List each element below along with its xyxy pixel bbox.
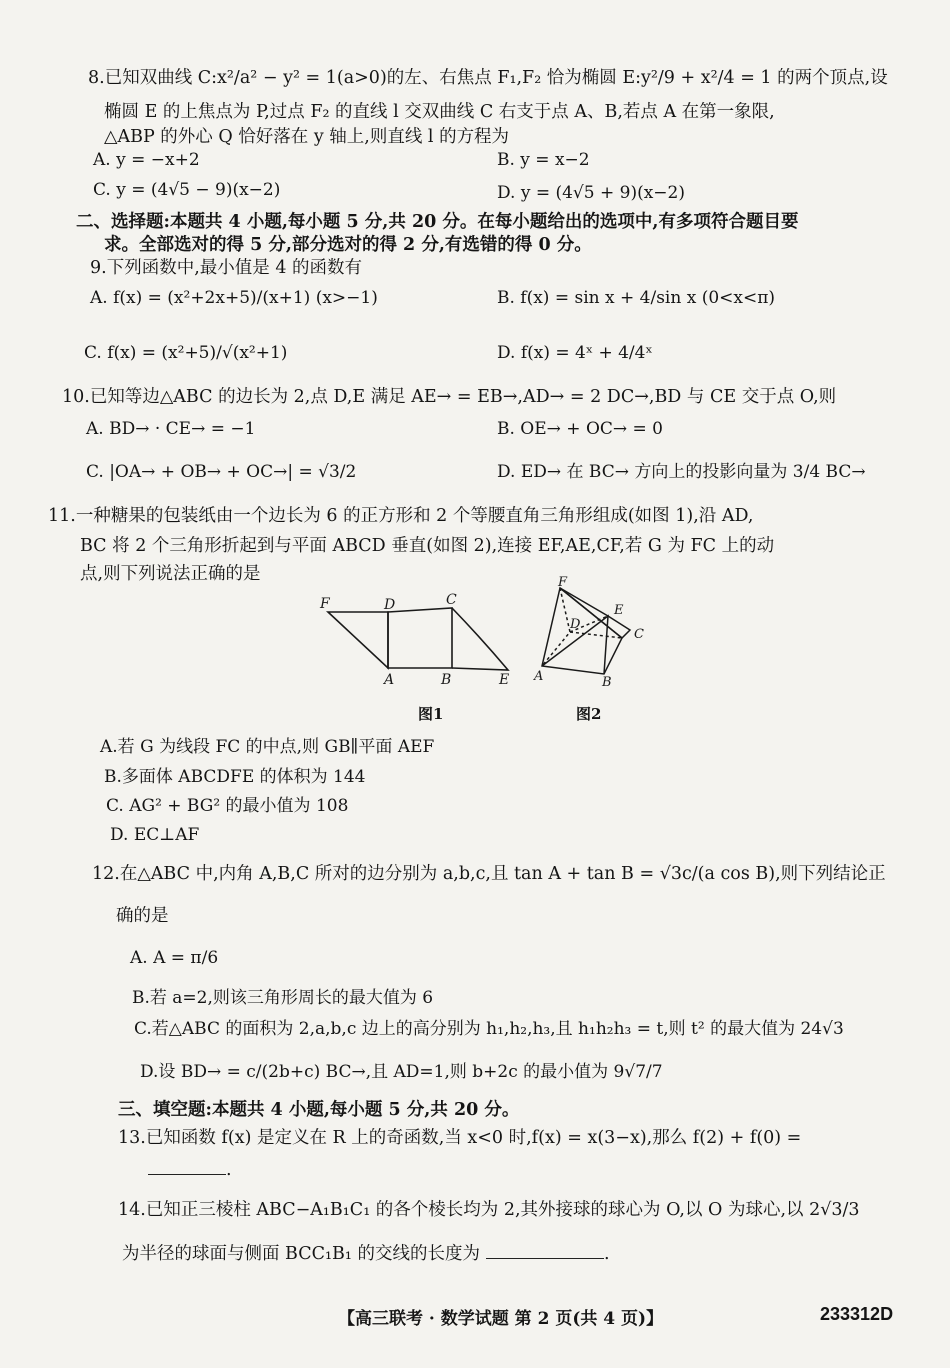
fig2-label-b: B bbox=[602, 675, 612, 690]
figure-2 bbox=[530, 575, 670, 692]
figure-1 bbox=[316, 590, 526, 694]
fig1-label-b: B bbox=[441, 672, 452, 688]
q11-option-a: A.若 G 为线段 FC 的中点,则 GB∥平面 AEF bbox=[100, 737, 435, 757]
fig1-label-e: E bbox=[499, 672, 510, 688]
fig2-label-d: D bbox=[570, 617, 581, 632]
q8-option-c: C. y = (4√5 − 9)(x−2) bbox=[93, 180, 281, 200]
q13-period: . bbox=[226, 1160, 232, 1180]
fig1-label-d: D bbox=[384, 597, 396, 613]
q12-option-c: C.若△ABC 的面积为 2,a,b,c 边上的高分别为 h₁,h₂,h₃,且 h₁h₂h₃ = t,则 t² 的最大值为 24√3 bbox=[134, 1019, 844, 1039]
figure-1-caption: 图1 bbox=[418, 705, 444, 723]
q12-stem-line2: 确的是 bbox=[116, 906, 169, 926]
fig2-label-e: E bbox=[614, 603, 624, 618]
q10-option-c: C. |OA→ + OB→ + OC→| = √3/2 bbox=[86, 462, 357, 482]
fig2-label-a: A bbox=[534, 669, 544, 684]
fig1-label-a: A bbox=[384, 672, 395, 688]
fig1-left-triangle bbox=[328, 612, 388, 668]
figure-2-caption: 图2 bbox=[576, 705, 602, 723]
figure-1-drawing bbox=[316, 590, 526, 690]
q12-option-b: B.若 a=2,则该三角形周长的最大值为 6 bbox=[132, 988, 434, 1008]
q8-stem-line2: 椭圆 E 的上焦点为 P,过点 F₂ 的直线 l 交双曲线 C 右支于点 A、B,若点 A 在第一象限, bbox=[104, 102, 775, 122]
q8-stem-line3: △ABP 的外心 Q 恰好落在 y 轴上,则直线 l 的方程为 bbox=[104, 127, 510, 147]
q14-period: . bbox=[603, 1244, 610, 1264]
q10-option-d: D. ED→ 在 BC→ 方向上的投影向量为 3/4 BC→ bbox=[497, 462, 866, 482]
q12-option-a: A. A = π/6 bbox=[130, 948, 219, 968]
q8-option-b: B. y = x−2 bbox=[497, 150, 590, 170]
fig1-label-f: F bbox=[320, 596, 330, 612]
q14-answer-blank[interactable] bbox=[486, 1240, 604, 1259]
footer-exam-code: 233312D bbox=[820, 1304, 894, 1324]
q11-option-c: C. AG² + BG² 的最小值为 108 bbox=[106, 796, 349, 816]
section2-heading-line1: 二、选择题:本题共 4 小题,每小题 5 分,共 20 分。在每小题给出的选项中,有多项符合题目要 bbox=[76, 212, 799, 232]
q13-stem: 13.已知函数 f(x) 是定义在 R 上的奇函数,当 x<0 时,f(x) = x(3−x),那么 f(2) + f(0) = bbox=[118, 1128, 802, 1148]
q11-option-d: D. EC⊥AF bbox=[110, 825, 200, 845]
q8-option-a: A. y = −x+2 bbox=[93, 150, 200, 170]
section2-heading-line2: 求。全部选对的得 5 分,部分选对的得 2 分,有选错的得 0 分。 bbox=[104, 235, 592, 255]
q9-option-b: B. f(x) = sin x + 4/sin x (0<x<π) bbox=[497, 288, 776, 308]
q9-option-c: C. f(x) = (x²+5)/√(x²+1) bbox=[84, 343, 288, 363]
q11-stem-line1: 11.一种糖果的包装纸由一个边长为 6 的正方形和 2 个等腰直角三角形组成(如图 1),沿 AD, bbox=[48, 506, 754, 526]
q9-option-a: A. f(x) = (x²+2x+5)/(x+1) (x>−1) bbox=[90, 288, 378, 308]
q14-stem-text: 为半径的球面与侧面 BCC₁B₁ 的交线的长度为 bbox=[122, 1244, 480, 1264]
q11-stem-line2: BC 将 2 个三角形折起到与平面 ABCD 垂直(如图 2),连接 EF,AE,CF,若 G 为 FC 上的动 bbox=[80, 536, 775, 556]
q8-stem-line1: 8.已知双曲线 C:x²/a² − y² = 1(a>0)的左、右焦点 F₁,F₂ 恰为椭圆 E:y²/9 + x²/4 = 1 的两个顶点,设 bbox=[88, 68, 888, 88]
q12-option-d: D.设 BD→ = c/(2b+c) BC→,且 AD=1,则 b+2c 的最小值为 9√7/7 bbox=[140, 1062, 663, 1082]
q14-stem-line1: 14.已知正三棱柱 ABC−A₁B₁C₁ 的各个棱长均为 2,其外接球的球心为 O,以 O 为球心,以 2√3/3 bbox=[118, 1200, 860, 1220]
q13-answer-line bbox=[148, 1156, 232, 1182]
q8-option-d: D. y = (4√5 + 9)(x−2) bbox=[497, 183, 685, 203]
fig1-right-triangle bbox=[452, 608, 508, 670]
fig2-hidden-fd bbox=[542, 588, 570, 666]
q11-option-b: B.多面体 ABCDFE 的体积为 144 bbox=[104, 767, 366, 787]
fig1-label-c: C bbox=[446, 592, 457, 608]
fig1-square bbox=[388, 608, 452, 668]
q10-option-a: A. BD→ · CE→ = −1 bbox=[86, 419, 256, 439]
q10-stem: 10.已知等边△ABC 的边长为 2,点 D,E 满足 AE→ = EB→,AD→ = 2 DC→,BD 与 CE 交于点 O,则 bbox=[62, 387, 837, 407]
fig2-label-c: C bbox=[634, 627, 644, 642]
q9-option-d: D. f(x) = 4ˣ + 4/4ˣ bbox=[497, 343, 653, 363]
fig2-hidden-dc bbox=[570, 632, 622, 638]
q10-option-b: B. OE→ + OC→ = 0 bbox=[497, 419, 663, 439]
footer-exam-info: 【高三联考 · 数学试题 第 2 页(共 4 页)】 bbox=[338, 1309, 664, 1329]
q11-stem-line3: 点,则下列说法正确的是 bbox=[80, 564, 261, 584]
q14-stem-line2 bbox=[122, 1240, 610, 1266]
q9-stem: 9.下列函数中,最小值是 4 的函数有 bbox=[90, 258, 363, 278]
figure-2-drawing bbox=[530, 575, 670, 690]
q13-answer-blank[interactable] bbox=[148, 1156, 226, 1175]
section3-heading: 三、填空题:本题共 4 小题,每小题 5 分,共 20 分。 bbox=[118, 1100, 520, 1120]
q12-stem-line1: 12.在△ABC 中,内角 A,B,C 所对的边分别为 a,b,c,且 tan A + tan B = √3c/(a cos B),则下列结论正 bbox=[92, 864, 886, 884]
fig2-label-f: F bbox=[558, 575, 568, 590]
